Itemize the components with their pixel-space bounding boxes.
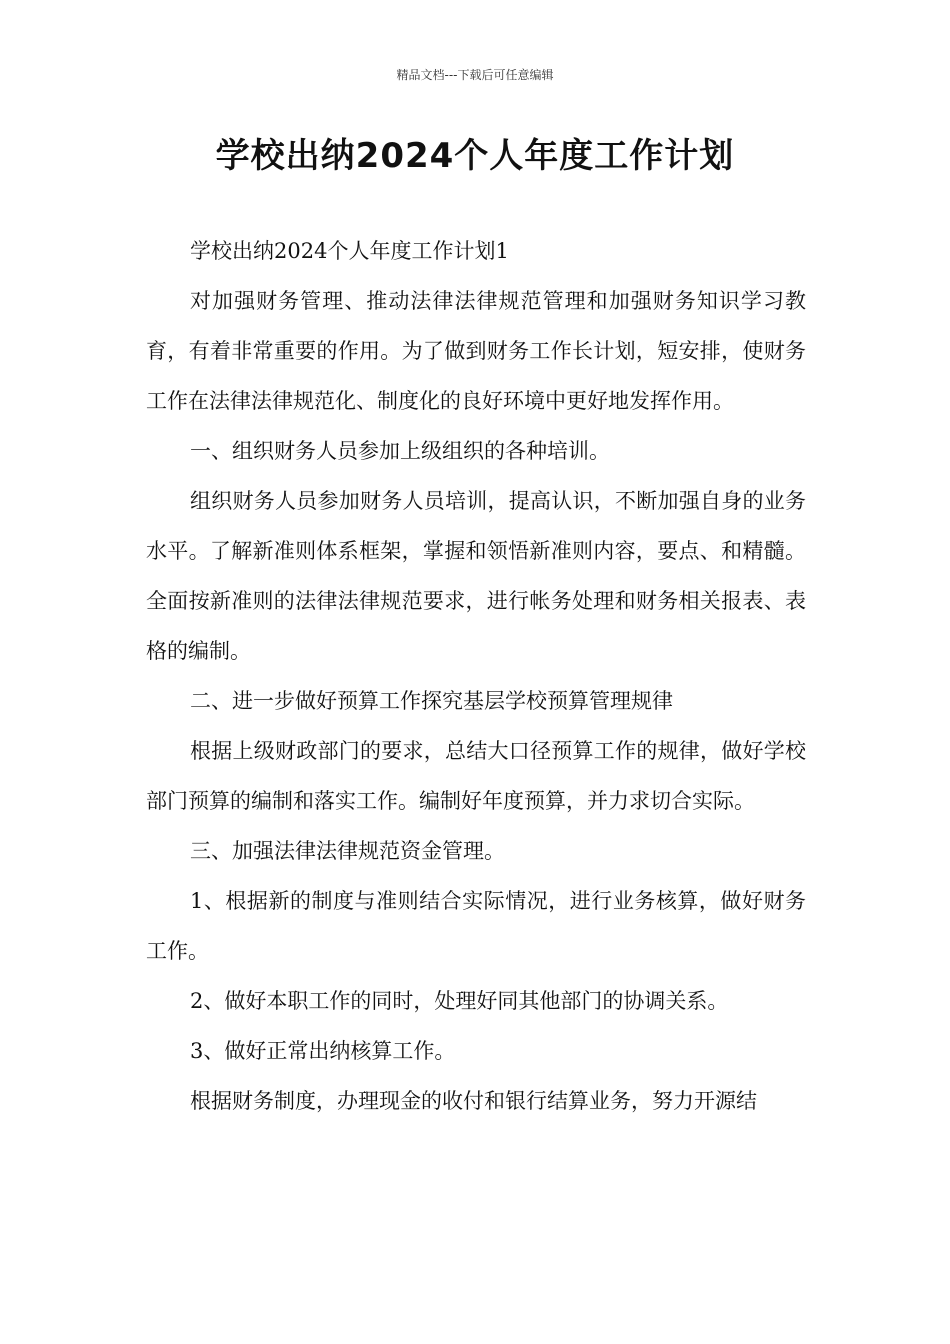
section-heading-3: 三、加强法律法律规范资金管理。	[190, 839, 505, 863]
document-body	[146, 226, 806, 1126]
paragraph-training: 组织财务人员参加财务人员培训，提高认识，不断加强自身的业务水平。了解新准则体系框架，掌握和领悟新准则内容，要点、和精髓。全面按新准则的法律法律规范要求，进行帐务处理和财务相关报表、表格的编制。	[146, 489, 806, 663]
document-title: 学校出纳2024个人年度工作计划	[215, 136, 735, 176]
section-heading-2: 二、进一步做好预算工作探究基层学校预算管理规律	[190, 689, 673, 713]
section-heading-1: 一、组织财务人员参加上级组织的各种培训。	[190, 439, 610, 463]
paragraph-budget: 根据上级财政部门的要求，总结大口径预算工作的规律，做好学校部门预算的编制和落实工作。编制好年度预算，并力求切合实际。	[146, 739, 806, 813]
list-item-1: 1、根据新的制度与准则结合实际情况，进行业务核算，做好财务工作。	[146, 889, 806, 963]
paragraph-cashier: 根据财务制度，办理现金的收付和银行结算业务，努力开源结	[190, 1089, 757, 1113]
paragraph-intro: 对加强财务管理、推动法律法律规范管理和加强财务知识学习教育，有着非常重要的作用。为了做到财务工作长计划，短安排，使财务工作在法律法律规范化、制度化的良好环境中更好地发挥作用。	[146, 289, 806, 413]
list-item-2: 2、做好本职工作的同时，处理好同其他部门的协调关系。	[190, 989, 729, 1013]
list-item-3: 3、做好正常出纳核算工作。	[190, 1039, 456, 1063]
paragraph-subtitle: 学校出纳2024个人年度工作计划1	[190, 239, 509, 263]
header-note: 精品文档---下载后可任意编辑	[396, 68, 554, 82]
